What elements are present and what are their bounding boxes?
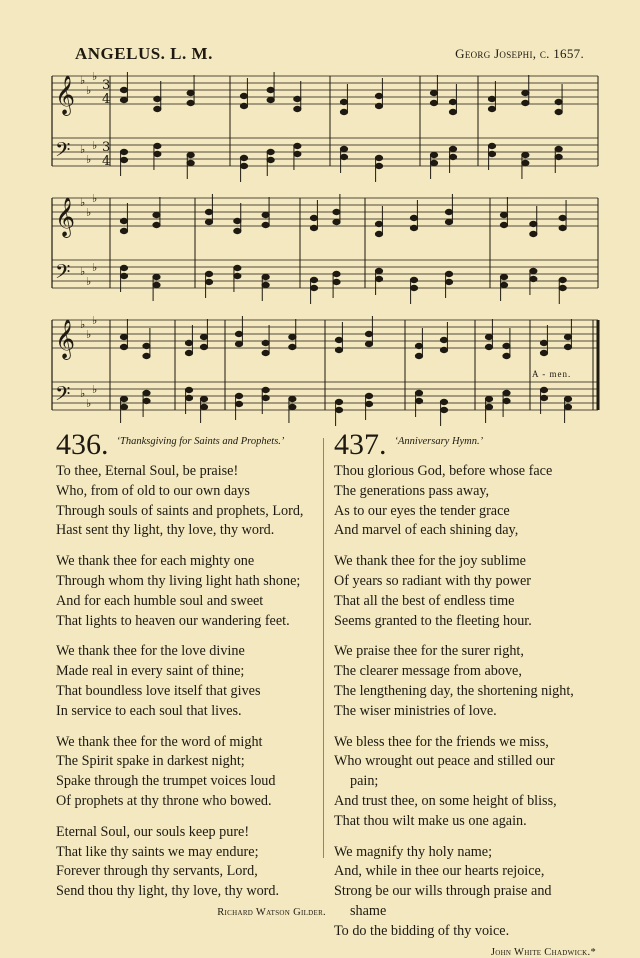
stanza bbox=[56, 462, 326, 541]
stanza bbox=[56, 823, 326, 902]
note-head bbox=[187, 152, 194, 157]
note-head bbox=[120, 404, 127, 409]
verse-line: And marvel of each shining day, bbox=[334, 522, 519, 539]
note-head bbox=[449, 154, 456, 159]
note-head bbox=[120, 396, 127, 401]
note-head bbox=[143, 398, 150, 403]
note-head bbox=[310, 277, 317, 282]
verse-line: Eternal Soul, our souls keep pure! bbox=[56, 823, 250, 840]
flat-icon: ♭ bbox=[92, 383, 98, 396]
note-head bbox=[267, 87, 274, 92]
note-head bbox=[120, 218, 127, 223]
note-head bbox=[488, 151, 495, 156]
note-head bbox=[522, 160, 529, 165]
note-head bbox=[340, 146, 347, 151]
note-head bbox=[153, 212, 160, 217]
tune-title: ANGELUS. L. M. bbox=[75, 44, 213, 63]
note-head bbox=[262, 274, 269, 279]
note-head bbox=[340, 99, 347, 104]
note-head bbox=[153, 282, 160, 287]
hymn-number: 436. bbox=[56, 428, 109, 461]
note-head bbox=[530, 221, 537, 226]
verse-line: Spake through the trumpet voices loud bbox=[56, 773, 276, 790]
note-head bbox=[488, 143, 495, 148]
note-head bbox=[120, 97, 127, 102]
note-head bbox=[205, 271, 212, 276]
note-head bbox=[267, 97, 274, 102]
note-head bbox=[120, 228, 127, 233]
note-head bbox=[440, 407, 447, 412]
note-head bbox=[289, 404, 296, 409]
note-head bbox=[333, 271, 340, 276]
note-head bbox=[289, 344, 296, 349]
note-head bbox=[415, 390, 422, 395]
note-head bbox=[365, 401, 372, 406]
flat-icon: ♭ bbox=[86, 328, 92, 341]
time-signature: 4 bbox=[102, 92, 111, 107]
note-head bbox=[522, 100, 529, 105]
note-head bbox=[430, 100, 437, 105]
note-head bbox=[375, 231, 382, 236]
note-head bbox=[200, 404, 207, 409]
note-head bbox=[485, 334, 492, 339]
stanza bbox=[56, 642, 326, 721]
stanza bbox=[56, 552, 326, 631]
hymn-subtitle: ‘Anniversary Hymn.’ bbox=[394, 436, 484, 447]
note-head bbox=[234, 273, 241, 278]
flat-icon: ♭ bbox=[86, 397, 92, 410]
note-head bbox=[440, 337, 447, 342]
note-head bbox=[187, 160, 194, 165]
verse-line: Thou glorious God, before whose face bbox=[334, 463, 553, 479]
verse-line: Through whom thy living light hath shone; bbox=[56, 572, 301, 589]
note-head bbox=[310, 285, 317, 290]
note-head bbox=[375, 276, 382, 281]
note-head bbox=[445, 209, 452, 214]
note-head bbox=[488, 96, 495, 101]
note-head bbox=[187, 100, 194, 105]
note-head bbox=[120, 334, 127, 339]
note-head bbox=[294, 106, 301, 111]
flat-icon: ♭ bbox=[86, 275, 92, 288]
verse-line: We thank thee for the joy sublime bbox=[334, 553, 526, 570]
note-head bbox=[205, 209, 212, 214]
note-head bbox=[240, 93, 247, 98]
hymn-author: Richard Watson Gilder. bbox=[217, 906, 326, 918]
note-head bbox=[185, 395, 192, 400]
note-head bbox=[555, 154, 562, 159]
note-head bbox=[522, 90, 529, 95]
hymn-text bbox=[334, 462, 596, 942]
note-head bbox=[143, 390, 150, 395]
note-head bbox=[234, 228, 241, 233]
note-head bbox=[410, 285, 417, 290]
note-head bbox=[540, 350, 547, 355]
flat-icon: ♭ bbox=[80, 318, 86, 331]
verse-line: We praise thee for the surer right, bbox=[334, 643, 524, 660]
verse-line: We thank thee for the love divine bbox=[56, 643, 245, 660]
note-head bbox=[430, 152, 437, 157]
verse-line: Send thou thy light, thy love, thy word. bbox=[56, 883, 280, 900]
flat-icon: ♭ bbox=[86, 153, 92, 166]
verse-line: Seems granted to the fleeting hour. bbox=[334, 612, 532, 629]
note-head bbox=[262, 222, 269, 227]
treble-clef-icon: 𝄞 bbox=[55, 75, 76, 115]
treble-clef-icon: 𝄞 bbox=[55, 319, 76, 359]
verse-line: Forever through thy servants, Lord, bbox=[56, 863, 258, 880]
stanza bbox=[56, 733, 326, 812]
note-head bbox=[235, 341, 242, 346]
note-head bbox=[503, 398, 510, 403]
verse-line: Hast sent thy light, thy love, thy word. bbox=[56, 522, 275, 539]
note-head bbox=[500, 274, 507, 279]
note-head bbox=[262, 350, 269, 355]
note-head bbox=[289, 396, 296, 401]
time-signature: 3 bbox=[102, 78, 111, 93]
note-head bbox=[410, 225, 417, 230]
note-head bbox=[340, 109, 347, 114]
flat-icon: ♭ bbox=[92, 261, 98, 274]
note-head bbox=[153, 222, 160, 227]
note-head bbox=[234, 218, 241, 223]
hymn-text bbox=[56, 462, 326, 902]
note-head bbox=[445, 219, 452, 224]
note-head bbox=[154, 143, 161, 148]
verse-line: Who wrought out peace and stilled our bbox=[334, 753, 555, 770]
verse-line: Of years so radiant with thy power bbox=[334, 572, 531, 589]
verse-line: We bless thee for the friends we miss, bbox=[334, 733, 549, 750]
note-head bbox=[333, 219, 340, 224]
verse-line: Through souls of saints and prophets, Lord, bbox=[56, 502, 304, 519]
note-head bbox=[503, 390, 510, 395]
music-score bbox=[0, 0, 640, 430]
verse-line: The wiser ministries of love. bbox=[334, 702, 497, 719]
note-head bbox=[415, 353, 422, 358]
verse-line: To do the bidding of thy voice. bbox=[334, 922, 510, 939]
flat-icon: ♭ bbox=[92, 139, 98, 152]
note-head bbox=[445, 271, 452, 276]
note-head bbox=[310, 215, 317, 220]
note-head bbox=[262, 340, 269, 345]
verse-line: As to our eyes the tender grace bbox=[334, 502, 510, 519]
verse-line: The generations pass away, bbox=[334, 482, 490, 499]
note-head bbox=[440, 347, 447, 352]
note-head bbox=[235, 331, 242, 336]
flat-icon: ♭ bbox=[80, 74, 86, 87]
note-head bbox=[235, 401, 242, 406]
note-head bbox=[410, 277, 417, 282]
note-head bbox=[294, 143, 301, 148]
note-head bbox=[555, 99, 562, 104]
note-head bbox=[267, 149, 274, 154]
note-head bbox=[154, 151, 161, 156]
note-head bbox=[267, 157, 274, 162]
note-head bbox=[522, 152, 529, 157]
verse-line: Made real in every saint of thine; bbox=[56, 663, 245, 680]
note-head bbox=[555, 146, 562, 151]
note-head bbox=[200, 334, 207, 339]
note-head bbox=[375, 163, 382, 168]
verse-line: Strong be our wills through praise and bbox=[334, 883, 552, 900]
note-head bbox=[185, 387, 192, 392]
note-head bbox=[440, 399, 447, 404]
note-head bbox=[335, 347, 342, 352]
note-head bbox=[154, 96, 161, 101]
note-head bbox=[485, 344, 492, 349]
note-head bbox=[335, 337, 342, 342]
note-head bbox=[120, 87, 127, 92]
note-head bbox=[564, 404, 571, 409]
bass-clef-icon: 𝄢 bbox=[55, 138, 71, 166]
verse-line: The Spirit spake in darkest night; bbox=[56, 753, 245, 770]
hymn-subtitle: ‘Thanksgiving for Saints and Prophets.’ bbox=[116, 436, 285, 447]
verse-line: That thou wilt make us one again. bbox=[334, 812, 527, 829]
note-head bbox=[559, 225, 566, 230]
note-head bbox=[530, 268, 537, 273]
note-head bbox=[375, 155, 382, 160]
note-head bbox=[485, 396, 492, 401]
verse-line: pain; bbox=[350, 773, 379, 790]
note-head bbox=[234, 265, 241, 270]
note-head bbox=[365, 331, 372, 336]
note-head bbox=[530, 231, 537, 236]
note-head bbox=[559, 285, 566, 290]
note-head bbox=[235, 393, 242, 398]
note-head bbox=[120, 149, 127, 154]
verse-line: And, while in thee our hearts rejoice, bbox=[334, 863, 545, 880]
note-head bbox=[430, 160, 437, 165]
time-signature: 3 bbox=[102, 140, 111, 155]
note-head bbox=[415, 343, 422, 348]
note-head bbox=[143, 353, 150, 358]
note-head bbox=[564, 396, 571, 401]
note-head bbox=[240, 155, 247, 160]
note-head bbox=[240, 103, 247, 108]
verse-line: And for each humble soul and sweet bbox=[56, 592, 264, 609]
amen-lyric: A - men. bbox=[532, 369, 572, 379]
note-head bbox=[449, 146, 456, 151]
note-head bbox=[154, 106, 161, 111]
treble-clef-icon: 𝄞 bbox=[55, 197, 76, 237]
hymn-437 bbox=[334, 430, 596, 958]
note-head bbox=[310, 225, 317, 230]
note-head bbox=[335, 399, 342, 404]
note-head bbox=[333, 279, 340, 284]
hymn-author: John White Chadwick.* bbox=[490, 946, 596, 958]
note-head bbox=[445, 279, 452, 284]
flat-icon: ♭ bbox=[86, 206, 92, 219]
stanza bbox=[334, 552, 596, 631]
flat-icon: ♭ bbox=[80, 265, 86, 278]
note-head bbox=[262, 282, 269, 287]
note-head bbox=[289, 334, 296, 339]
note-head bbox=[187, 90, 194, 95]
note-head bbox=[185, 340, 192, 345]
note-head bbox=[375, 93, 382, 98]
stanza bbox=[334, 733, 596, 832]
verse-line: Who, from of old to our own days bbox=[56, 482, 250, 499]
verse-line: We magnify thy holy name; bbox=[334, 843, 493, 860]
note-head bbox=[340, 154, 347, 159]
note-head bbox=[185, 350, 192, 355]
note-head bbox=[559, 215, 566, 220]
note-head bbox=[333, 209, 340, 214]
hymn-number: 437. bbox=[334, 428, 387, 461]
note-head bbox=[294, 96, 301, 101]
note-head bbox=[449, 109, 456, 114]
note-head bbox=[485, 404, 492, 409]
note-head bbox=[335, 407, 342, 412]
note-head bbox=[262, 395, 269, 400]
verse-line: The lengthening day, the shortening night, bbox=[334, 682, 574, 699]
bass-clef-icon: 𝄢 bbox=[55, 382, 71, 410]
note-head bbox=[430, 90, 437, 95]
note-head bbox=[365, 341, 372, 346]
note-head bbox=[555, 109, 562, 114]
note-head bbox=[262, 387, 269, 392]
note-head bbox=[564, 344, 571, 349]
note-head bbox=[375, 221, 382, 226]
hymn-436 bbox=[56, 430, 326, 918]
note-head bbox=[365, 393, 372, 398]
time-signature: 4 bbox=[102, 154, 111, 169]
note-head bbox=[120, 157, 127, 162]
note-head bbox=[410, 215, 417, 220]
note-head bbox=[120, 265, 127, 270]
verse-line: That like thy saints we may endure; bbox=[56, 843, 259, 860]
stanza bbox=[334, 843, 596, 942]
note-head bbox=[500, 212, 507, 217]
verse-line: That all the best of endless time bbox=[334, 592, 515, 609]
note-head bbox=[240, 163, 247, 168]
verse-line: That boundless love itself that gives bbox=[56, 682, 261, 699]
note-head bbox=[500, 222, 507, 227]
note-head bbox=[200, 344, 207, 349]
flat-icon: ♭ bbox=[92, 70, 98, 83]
flat-icon: ♭ bbox=[86, 84, 92, 97]
note-head bbox=[120, 273, 127, 278]
note-head bbox=[262, 212, 269, 217]
note-head bbox=[143, 343, 150, 348]
note-head bbox=[375, 103, 382, 108]
note-head bbox=[559, 277, 566, 282]
verse-line: We thank thee for each mighty one bbox=[56, 553, 255, 570]
note-head bbox=[415, 398, 422, 403]
note-head bbox=[540, 340, 547, 345]
note-head bbox=[503, 343, 510, 348]
verse-line: Of prophets at thy throne who bowed. bbox=[56, 792, 272, 809]
flat-icon: ♭ bbox=[92, 192, 98, 205]
composer-credit: Georg Josephi, c. 1657. bbox=[455, 46, 584, 61]
verse-line: To thee, Eternal Soul, be praise! bbox=[56, 463, 239, 479]
note-head bbox=[153, 274, 160, 279]
note-head bbox=[540, 395, 547, 400]
hymn-header bbox=[56, 430, 326, 462]
note-head bbox=[503, 353, 510, 358]
verse-line: The clearer message from above, bbox=[334, 663, 522, 680]
verse-line: We thank thee for the word of might bbox=[56, 733, 263, 750]
note-head bbox=[488, 106, 495, 111]
note-head bbox=[530, 276, 537, 281]
stanza bbox=[334, 462, 596, 541]
verse-line: That lights to heaven our wandering feet. bbox=[56, 612, 290, 629]
flat-icon: ♭ bbox=[92, 314, 98, 327]
bass-clef-icon: 𝄢 bbox=[55, 260, 71, 288]
verse-line: And trust thee, on some height of bliss, bbox=[334, 792, 557, 809]
flat-icon: ♭ bbox=[80, 387, 86, 400]
note-head bbox=[375, 268, 382, 273]
flat-icon: ♭ bbox=[80, 143, 86, 156]
note-head bbox=[205, 219, 212, 224]
stanza bbox=[334, 642, 596, 721]
note-head bbox=[564, 334, 571, 339]
note-head bbox=[500, 282, 507, 287]
note-head bbox=[540, 387, 547, 392]
note-head bbox=[205, 279, 212, 284]
note-head bbox=[120, 344, 127, 349]
verse-line: In service to each soul that lives. bbox=[56, 702, 242, 719]
verse-line: shame bbox=[350, 902, 387, 919]
note-head bbox=[294, 151, 301, 156]
note-head bbox=[449, 99, 456, 104]
flat-icon: ♭ bbox=[80, 196, 86, 209]
hymn-header bbox=[334, 430, 596, 462]
note-head bbox=[200, 396, 207, 401]
